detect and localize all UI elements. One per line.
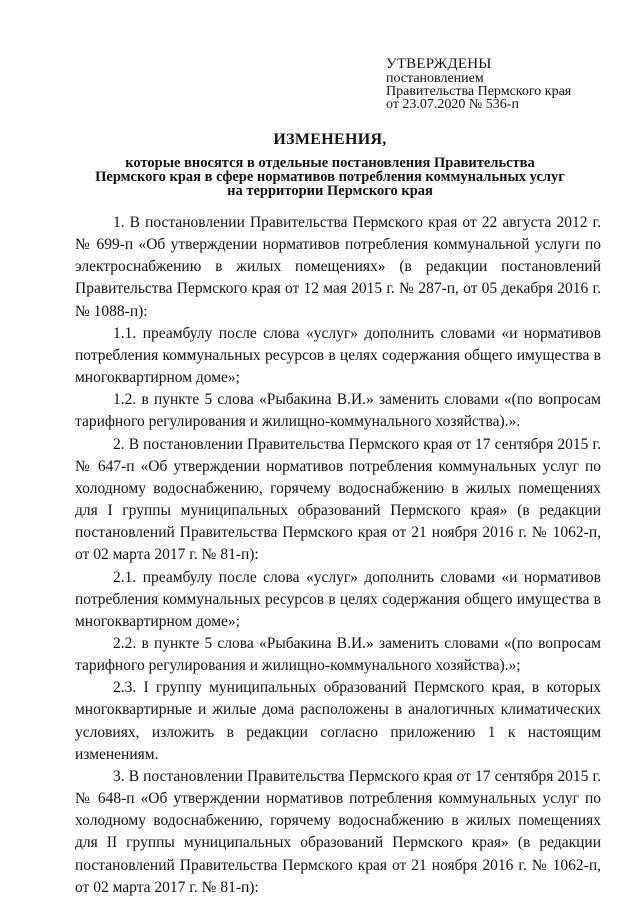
approval-line-1: постановлением <box>386 71 484 86</box>
paragraph-1: 1. В постановлении Правительства Пермского края от 22 августа 2012 г. № 699-п «Об утверждении нормативов потребления коммунальной услуги по электроснабжению в жилых помещениях» (в редакции постановлений Правительства Пермского края от 12 мая 2015 г. № 287-п, от 05 декабря 2016 г. № 1088-п): <box>75 214 601 320</box>
approval-stamp <box>386 56 626 111</box>
paragraph-2-2: 2.2. в пункте 5 слова «Рыбакина В.И.» заменить словами «(по вопросам тарифного регулирования и жилищно-коммунального хозяйства).»; <box>75 634 601 675</box>
paragraph-1-2: 1.2. в пункте 5 слова «Рыбакина В.И.» заменить словами «(по вопросам тарифного регулирования и жилищно-коммунального хозяйства).». <box>75 391 601 431</box>
heading-subtitle-line-1: которые вносятся в отдельные постановления Правительства <box>125 155 535 171</box>
heading-subtitle-line-3: на территории Пермского края <box>227 183 433 199</box>
document-heading <box>60 131 600 198</box>
approval-line-3: от 23.07.2020 № 536-п <box>386 97 519 112</box>
paragraph-2: 2. В постановлении Правительства Пермского края от 17 сентября 2015 г. № 647-п «Об утверждении нормативов потребления коммунальных услуг по холодному водоснабжению, горячему водоснабжению в жилых помещениях для I группы муниципальных образований Пермского края» (в редакции постановлений Правительства Пермского края от 21 ноября 2016 г. № 1062-п, от 02 марта 2017 г. № 81-п): <box>75 435 601 564</box>
paragraph-1-1: 1.1. преамбулу после слова «услуг» дополнить словами «и нормативов потребления коммунальных ресурсов в целях содержания общего имущества в многоквартирном доме»; <box>75 324 601 387</box>
paragraph-3: 3. В постановлении Правительства Пермского края от 17 сентября 2015 г. № 648-п «Об утверждении нормативов потребления коммунальных услуг по холодному водоснабжению, горячему водоснабжению в жилых помещениях для II группы муниципальных образований Пермского края» (в редакции постановлений Правительства Пермского края от 21 ноября 2016 г. № 1062-п, от 02 марта 2017 г. № 81-п): <box>75 767 601 896</box>
paragraph-2-3: 2.3. I группу муниципальных образований Пермского края, в которых многоквартирные и жилые дома расположены в аналогичных климатических условиях, изложить в редакции согласно приложению 1 к настоящим изменениям. <box>75 679 601 763</box>
document-body <box>75 212 601 899</box>
paragraph-2-1: 2.1. преамбулу после слова «услуг» дополнить словами «и нормативов потребления коммунальных ресурсов в целях содержания общего имущества в многоквартирном доме»; <box>75 568 601 630</box>
heading-title: ИЗМЕНЕНИЯ, <box>273 131 387 148</box>
approval-line-2: Правительства Пермского края <box>386 84 572 99</box>
heading-subtitle-line-2: Пермского края в сфере нормативов потребления коммунальных услуг <box>95 169 565 185</box>
approval-title: УТВЕРЖДЕНЫ <box>386 56 492 72</box>
